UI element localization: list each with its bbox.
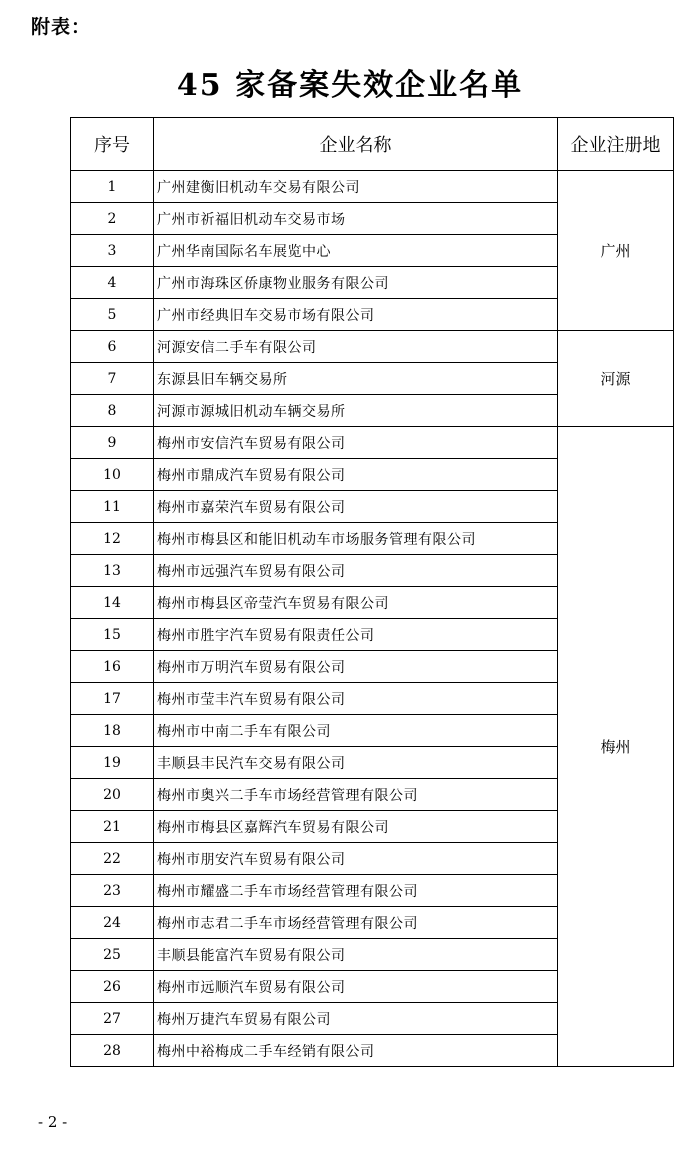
row-enterprise-name: 梅州市嘉荣汽车贸易有限公司 xyxy=(154,491,558,523)
row-serial-number: 21 xyxy=(71,811,154,843)
row-enterprise-name: 梅州市远顺汽车贸易有限公司 xyxy=(154,971,558,1003)
row-enterprise-name: 广州华南国际名车展览中心 xyxy=(154,235,558,267)
row-serial-number: 28 xyxy=(71,1035,154,1067)
row-serial-number: 4 xyxy=(71,267,154,299)
row-serial-number: 2 xyxy=(71,203,154,235)
row-enterprise-name: 梅州市鼎成汽车贸易有限公司 xyxy=(154,459,558,491)
appendix-label: 附表： xyxy=(31,16,92,38)
row-serial-number: 24 xyxy=(71,907,154,939)
row-enterprise-name: 梅州市远强汽车贸易有限公司 xyxy=(154,555,558,587)
row-enterprise-name: 丰顺县能富汽车贸易有限公司 xyxy=(154,939,558,971)
header-enterprise-name: 企业名称 xyxy=(154,118,558,171)
enterprise-table xyxy=(70,117,674,1067)
row-enterprise-name: 河源安信二手车有限公司 xyxy=(154,331,558,363)
row-serial-number: 22 xyxy=(71,843,154,875)
row-enterprise-name: 广州市祈福旧机动车交易市场 xyxy=(154,203,558,235)
row-enterprise-name: 梅州市中南二手车有限公司 xyxy=(154,715,558,747)
row-enterprise-name: 梅州市梅县区帝莹汽车贸易有限公司 xyxy=(154,587,558,619)
row-enterprise-name: 梅州中裕梅成二手车经销有限公司 xyxy=(154,1035,558,1067)
row-serial-number: 15 xyxy=(71,619,154,651)
row-enterprise-name: 梅州市安信汽车贸易有限公司 xyxy=(154,427,558,459)
table-row xyxy=(71,331,674,363)
row-enterprise-name: 梅州市莹丰汽车贸易有限公司 xyxy=(154,683,558,715)
row-serial-number: 26 xyxy=(71,971,154,1003)
row-serial-number: 27 xyxy=(71,1003,154,1035)
row-enterprise-name: 梅州市胜宇汽车贸易有限责任公司 xyxy=(154,619,558,651)
row-serial-number: 5 xyxy=(71,299,154,331)
row-enterprise-name: 梅州万捷汽车贸易有限公司 xyxy=(154,1003,558,1035)
row-serial-number: 3 xyxy=(71,235,154,267)
table-row xyxy=(71,171,674,203)
row-serial-number: 19 xyxy=(71,747,154,779)
table-body xyxy=(71,171,674,1067)
table-header-row xyxy=(71,118,674,171)
row-enterprise-name: 梅州市志君二手车市场经营管理有限公司 xyxy=(154,907,558,939)
row-enterprise-name: 东源县旧车辆交易所 xyxy=(154,363,558,395)
registration-place-cell: 广州 xyxy=(558,171,674,331)
row-enterprise-name: 广州建衡旧机动车交易有限公司 xyxy=(154,171,558,203)
registration-place-cell: 河源 xyxy=(558,331,674,427)
row-serial-number: 10 xyxy=(71,459,154,491)
header-serial-number: 序号 xyxy=(71,118,154,171)
document-title: 45 家备案失效企业名单 xyxy=(176,68,524,103)
row-enterprise-name: 梅州市朋安汽车贸易有限公司 xyxy=(154,843,558,875)
row-enterprise-name: 梅州市梅县区和能旧机动车市场服务管理有限公司 xyxy=(154,523,558,555)
row-serial-number: 9 xyxy=(71,427,154,459)
header-registration-place: 企业注册地 xyxy=(558,118,674,171)
row-enterprise-name: 广州市海珠区侨康物业服务有限公司 xyxy=(154,267,558,299)
row-enterprise-name: 河源市源城旧机动车辆交易所 xyxy=(154,395,558,427)
row-enterprise-name: 广州市经典旧车交易市场有限公司 xyxy=(154,299,558,331)
row-serial-number: 14 xyxy=(71,587,154,619)
registration-place-cell: 梅州 xyxy=(558,427,674,1067)
page-number: - 2 - xyxy=(38,1113,68,1131)
row-enterprise-name: 梅州市万明汽车贸易有限公司 xyxy=(154,651,558,683)
row-serial-number: 20 xyxy=(71,779,154,811)
row-serial-number: 6 xyxy=(71,331,154,363)
table-row xyxy=(71,427,674,459)
row-enterprise-name: 梅州市梅县区嘉辉汽车贸易有限公司 xyxy=(154,811,558,843)
row-serial-number: 11 xyxy=(71,491,154,523)
row-serial-number: 18 xyxy=(71,715,154,747)
row-serial-number: 13 xyxy=(71,555,154,587)
row-enterprise-name: 丰顺县丰民汽车交易有限公司 xyxy=(154,747,558,779)
row-serial-number: 16 xyxy=(71,651,154,683)
row-serial-number: 23 xyxy=(71,875,154,907)
row-serial-number: 1 xyxy=(71,171,154,203)
row-serial-number: 17 xyxy=(71,683,154,715)
row-serial-number: 12 xyxy=(71,523,154,555)
row-serial-number: 7 xyxy=(71,363,154,395)
row-enterprise-name: 梅州市耀盛二手车市场经营管理有限公司 xyxy=(154,875,558,907)
row-serial-number: 8 xyxy=(71,395,154,427)
row-enterprise-name: 梅州市奥兴二手车市场经营管理有限公司 xyxy=(154,779,558,811)
row-serial-number: 25 xyxy=(71,939,154,971)
